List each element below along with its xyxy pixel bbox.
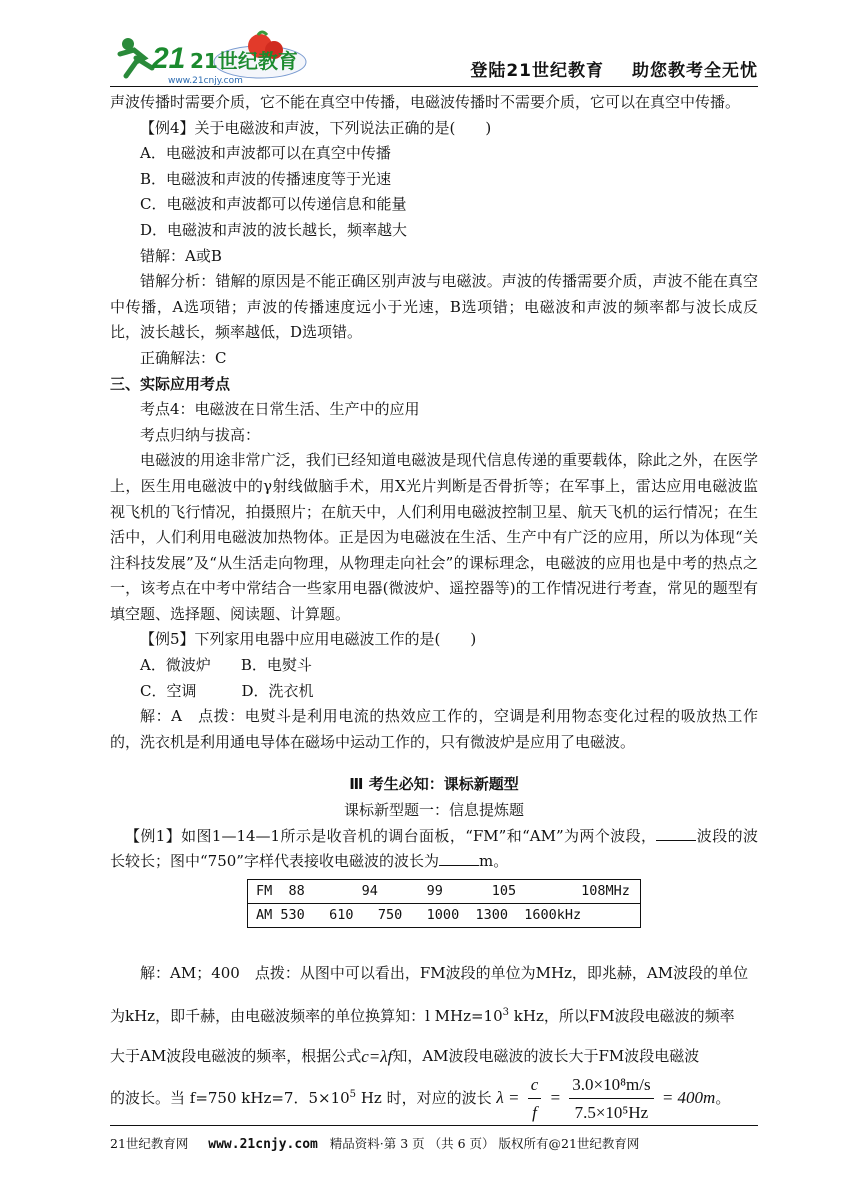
formula-c-lambda-f: c=λf: [361, 1046, 393, 1066]
example4-option-b: B．电磁波和声波的传播速度等于光速: [140, 169, 392, 188]
example5-options-row1: A．微波炉 B．电熨斗: [140, 656, 312, 675]
svg-text:www.21cnjy.com: www.21cnjy.com: [168, 76, 243, 86]
am-row: AM 530 610 750 1000 1300 1600kHz: [248, 903, 641, 927]
slogan-left: 登陆21世纪教育: [470, 61, 604, 81]
document-body: [110, 90, 758, 1128]
footer-divider: [110, 1125, 758, 1126]
example1-question: 【例1】如图1—14—1所示是收音机的调台面板，“FM”和“AM”为两个波段， 波段的波长较长；图中“750”字样代表接收电磁波的波长为 m。: [110, 826, 758, 871]
example5-options-row2: C．空调 D．洗衣机: [140, 681, 314, 700]
site-logo-icon[interactable]: [110, 28, 310, 88]
example1-solution-line1: 解：AM；400 点拨：从图中可以看出，FM波段的单位为MHz，即兆赫，AM波段的单位: [140, 963, 749, 982]
page-header: [110, 26, 758, 88]
svg-text:21: 21: [152, 42, 186, 75]
example5-question: 【例5】下列家用电器中应用电磁波工作的是( ): [140, 630, 477, 649]
fraction-c-over-f: $\frac{c}{f}$: [528, 1072, 542, 1126]
section-heading: 三、实际应用考点: [110, 374, 231, 393]
table-row: [248, 903, 641, 927]
answer-blank-2[interactable]: [439, 851, 479, 866]
example5-solution: 解：A 点拨：电熨斗是利用电流的热效应工作的，空调是利用物态变化过程的吸放热工作的，洗衣机是利用通电导体在磁场中运动工作的，只有微波炉是应用了电磁波。: [110, 707, 758, 751]
header-divider: [110, 86, 758, 87]
example1-solution-line2: 为kHz，即千赫，由电磁波频率的单位换算知：l $MHz=10^3$ kHz，所以FM波段电磁波的频率: [110, 1006, 735, 1025]
kaodian-title: 考点4：电磁波在日常生活、生产中的应用: [140, 400, 420, 419]
example4-wrong-analysis: 错解分析：错解的原因是不能正确区别声波与电磁波。声波的传播需要介质，声波不能在真空中传播，A选项错；声波的传播速度远小于光速，B选项错；电磁波和声波的频率都与波长成反比，波长越长，频率越低，D选项错。: [110, 272, 758, 342]
guina-paragraph: 电磁波的用途非常广泛，我们已经知道电磁波是现代信息传递的重要载体，除此之外，在医学上，医生用电磁波中的γ射线做脑手术，用X光片判断是否骨折等；在军事上，雷达应用电磁波监视飞机的飞行情况，拍摄照片；在航天中，人们利用电磁波控制卫星、航天飞机的运行情况；在生活中，人们利用电磁波加热物体。正是因为电磁波在生活、生产中有广泛的应用，所以为体现“关注科技发展”及“从生活走向物理，从物理走向社会”的课标理念，电磁波的应用也是中考的热点之一，该考点在中考中常结合一些家用电器(微波炉、遥控器等)的工作情况进行考查，常见的题型有填空题、选择题、阅读题、计算题。: [110, 451, 758, 623]
svg-text:21世纪教育: 21世纪教育: [190, 49, 298, 73]
example4-option-a: A．电磁波和声波都可以在真空中传播: [140, 144, 391, 163]
wavelength-formula: λ = $\frac{c}{f}$ = $\frac{\text{3.0×10⁸m/s}}{\text{7.5×10⁵Hz}}$ = 400m: [496, 1072, 715, 1126]
example4-correct-answer: 正确解法：C: [140, 348, 227, 367]
footer-page-info: 精品资料·第 3 页 （共 6 页） 版权所有@21世纪教育网: [329, 1136, 640, 1151]
example1-solution-line4: 的波长。当 f=750 kHz=7．$5\times 10^5$ Hz 时，对应的波长 λ = $\frac{c}{f}$ = $\frac{\text{3.0×10⁸m/s}}{\text{7.5×10⁵Hz}}$ = 400m。: [110, 1072, 758, 1128]
part3-title: Ⅲ 考生必知：课标新题型: [349, 775, 519, 794]
header-slogan: [470, 56, 758, 81]
intro-paragraph: 声波传播时需要介质，它不能在真空中传播，电磁波传播时不需要介质，它可以在真空中传播。: [110, 93, 741, 111]
part3-subtitle: 课标新型题一：信息提炼题: [343, 801, 524, 820]
example1-solution-line3: 大于AM波段电磁波的频率，根据公式c=λf知，AM波段电磁波的波长大于FM波段电磁波: [110, 1041, 758, 1072]
fraction-values: $\frac{\text{3.0×10⁸m/s}}{\text{7.5×10⁵Hz}}$: [569, 1072, 653, 1126]
footer-site-link[interactable]: www.21cnjy.com: [208, 1137, 318, 1152]
fm-row: FM 88 94 99 105 108MHz: [248, 879, 641, 903]
page-footer: [110, 1134, 758, 1152]
guina-title: 考点归纳与拔高：: [140, 425, 261, 444]
radio-dial-table: [247, 879, 641, 928]
example4-question: 【例4】关于电磁波和声波，下列说法正确的是( ): [140, 118, 492, 137]
footer-org: 21世纪教育网: [110, 1136, 189, 1151]
slogan-right: 助您教考全无忧: [632, 61, 758, 81]
example4-wrong-answer: 错解：A或B: [140, 246, 222, 265]
example4-option-d: D．电磁波和声波的波长越长，频率越大: [140, 220, 408, 239]
table-row: [248, 879, 641, 903]
answer-blank-1[interactable]: [656, 826, 696, 841]
example4-option-c: C．电磁波和声波都可以传递信息和能量: [140, 195, 407, 214]
